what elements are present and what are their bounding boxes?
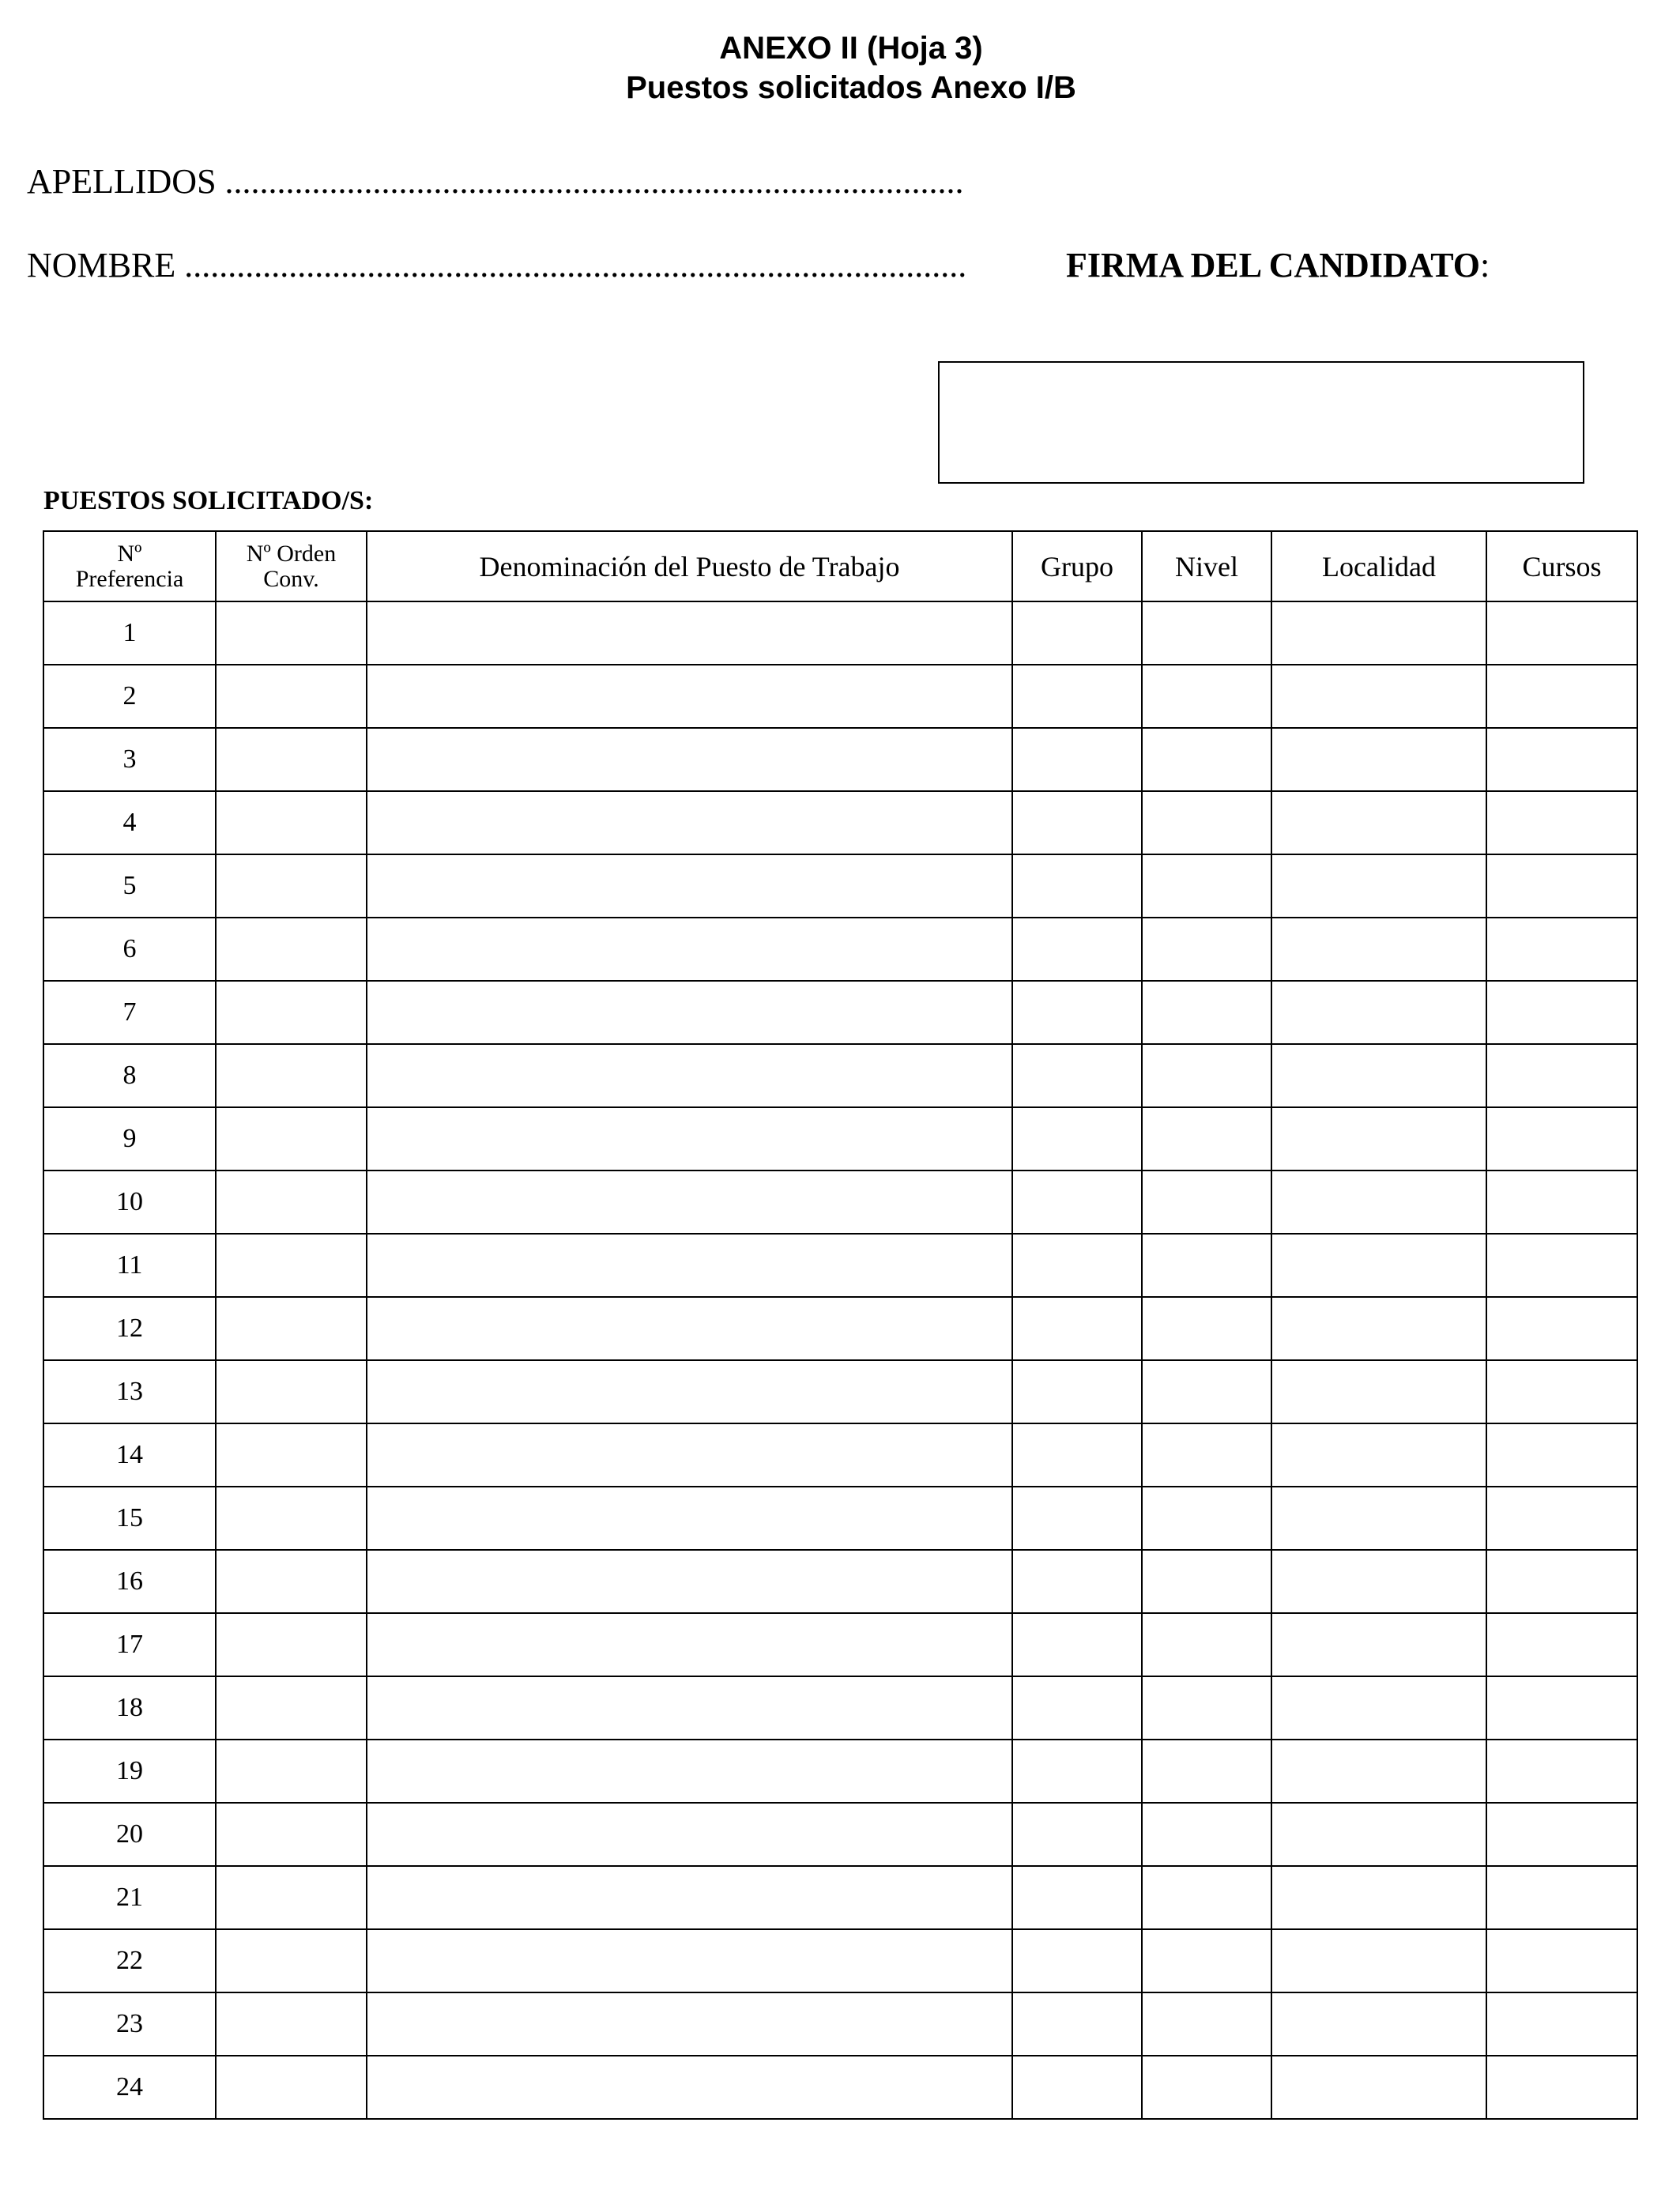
- cell-grupo[interactable]: [1012, 854, 1142, 918]
- cell-nivel[interactable]: [1142, 728, 1271, 791]
- cell-cursos[interactable]: [1486, 601, 1637, 665]
- cell-denominacion[interactable]: [367, 1866, 1012, 1929]
- cell-preferencia-number: 16: [43, 1550, 216, 1613]
- cell-localidad[interactable]: [1271, 791, 1486, 854]
- cell-orden[interactable]: [216, 918, 367, 981]
- table-row: [43, 1866, 1637, 1929]
- cell-cursos[interactable]: [1486, 728, 1637, 791]
- cell-cursos[interactable]: [1486, 1866, 1637, 1929]
- cell-cursos[interactable]: [1486, 1550, 1637, 1613]
- table-row: [43, 791, 1637, 854]
- table-row: [43, 728, 1637, 791]
- table-row: [43, 1929, 1637, 1992]
- cell-preferencia-number: 24: [43, 2056, 216, 2119]
- cell-nivel[interactable]: [1142, 1297, 1271, 1360]
- cell-orden[interactable]: [216, 1929, 367, 1992]
- cell-denominacion[interactable]: [367, 601, 1012, 665]
- cell-orden[interactable]: [216, 1740, 367, 1803]
- cell-localidad[interactable]: [1271, 601, 1486, 665]
- cell-preferencia-number: 17: [43, 1613, 216, 1676]
- cell-preferencia-number: 8: [43, 1044, 216, 1107]
- cell-grupo[interactable]: [1012, 1866, 1142, 1929]
- cell-denominacion[interactable]: [367, 1740, 1012, 1803]
- table-body: [43, 601, 1637, 2119]
- cell-grupo[interactable]: [1012, 1171, 1142, 1234]
- cell-denominacion[interactable]: [367, 1234, 1012, 1297]
- cell-orden[interactable]: [216, 791, 367, 854]
- cell-orden[interactable]: [216, 1171, 367, 1234]
- cell-preferencia-number: 6: [43, 918, 216, 981]
- cell-cursos[interactable]: [1486, 1107, 1637, 1171]
- cell-cursos[interactable]: [1486, 1676, 1637, 1740]
- cell-preferencia-number: 12: [43, 1297, 216, 1360]
- cell-cursos[interactable]: [1486, 918, 1637, 981]
- cell-nivel[interactable]: [1142, 1866, 1271, 1929]
- firma-label-text: FIRMA DEL CANDIDATO: [1066, 246, 1480, 285]
- cell-preferencia-number: 4: [43, 791, 216, 854]
- title-line-2: Puestos solicitados Anexo I/B: [626, 70, 1076, 105]
- cell-orden[interactable]: [216, 1487, 367, 1550]
- cell-grupo[interactable]: [1012, 1740, 1142, 1803]
- cell-nivel[interactable]: [1142, 918, 1271, 981]
- cell-denominacion[interactable]: [367, 791, 1012, 854]
- cell-grupo[interactable]: [1012, 1234, 1142, 1297]
- cell-grupo[interactable]: [1012, 728, 1142, 791]
- cell-orden[interactable]: [216, 1044, 367, 1107]
- cell-denominacion[interactable]: [367, 1171, 1012, 1234]
- cell-localidad[interactable]: [1271, 918, 1486, 981]
- cell-grupo[interactable]: [1012, 2056, 1142, 2119]
- header-preferencia-line1: Nº: [117, 540, 142, 567]
- cell-grupo[interactable]: [1012, 1044, 1142, 1107]
- cell-denominacion[interactable]: [367, 1044, 1012, 1107]
- cell-preferencia-number: 5: [43, 854, 216, 918]
- cell-denominacion[interactable]: [367, 1107, 1012, 1171]
- cell-nivel[interactable]: [1142, 854, 1271, 918]
- header-denominacion: Denominación del Puesto de Trabajo: [367, 531, 1012, 601]
- cell-orden[interactable]: [216, 1866, 367, 1929]
- cell-nivel[interactable]: [1142, 1992, 1271, 2056]
- cell-orden[interactable]: [216, 1423, 367, 1487]
- cell-grupo[interactable]: [1012, 791, 1142, 854]
- table-row: [43, 2056, 1637, 2119]
- cell-grupo[interactable]: [1012, 1360, 1142, 1423]
- table-row: [43, 1487, 1637, 1550]
- cell-localidad[interactable]: [1271, 1234, 1486, 1297]
- cell-nivel[interactable]: [1142, 1803, 1271, 1866]
- cell-preferencia-number: 19: [43, 1740, 216, 1803]
- cell-grupo[interactable]: [1012, 1423, 1142, 1487]
- table-row: [43, 1550, 1637, 1613]
- table-row: [43, 1107, 1637, 1171]
- cell-preferencia-number: 10: [43, 1171, 216, 1234]
- table-row: [43, 1044, 1637, 1107]
- cell-orden[interactable]: [216, 1107, 367, 1171]
- cell-denominacion[interactable]: [367, 1929, 1012, 1992]
- table-row: [43, 1234, 1637, 1297]
- cell-localidad[interactable]: [1271, 981, 1486, 1044]
- cell-nivel[interactable]: [1142, 791, 1271, 854]
- cell-nivel[interactable]: [1142, 1550, 1271, 1613]
- cell-denominacion[interactable]: [367, 1360, 1012, 1423]
- cell-localidad[interactable]: [1271, 1550, 1486, 1613]
- cell-orden[interactable]: [216, 1613, 367, 1676]
- cell-cursos[interactable]: [1486, 1234, 1637, 1297]
- cell-preferencia-number: 21: [43, 1866, 216, 1929]
- cell-orden[interactable]: [216, 1360, 367, 1423]
- cell-preferencia-number: 7: [43, 981, 216, 1044]
- cell-nivel[interactable]: [1142, 1107, 1271, 1171]
- cell-nivel[interactable]: [1142, 1360, 1271, 1423]
- cell-nivel[interactable]: [1142, 1423, 1271, 1487]
- cell-preferencia-number: 18: [43, 1676, 216, 1740]
- cell-cursos[interactable]: [1486, 1297, 1637, 1360]
- cell-localidad[interactable]: [1271, 854, 1486, 918]
- header-localidad: Localidad: [1271, 531, 1486, 601]
- cell-grupo[interactable]: [1012, 1613, 1142, 1676]
- table-row: [43, 1992, 1637, 2056]
- cell-localidad[interactable]: [1271, 1929, 1486, 1992]
- document-title: [0, 28, 1680, 107]
- firma-label-colon: :: [1479, 246, 1490, 285]
- cell-localidad[interactable]: [1271, 665, 1486, 728]
- cell-nivel[interactable]: [1142, 1613, 1271, 1676]
- cell-grupo[interactable]: [1012, 665, 1142, 728]
- table-row: [43, 1360, 1637, 1423]
- cell-preferencia-number: 15: [43, 1487, 216, 1550]
- cell-nivel[interactable]: [1142, 1487, 1271, 1550]
- cell-localidad[interactable]: [1271, 1297, 1486, 1360]
- cell-orden[interactable]: [216, 1297, 367, 1360]
- cell-cursos[interactable]: [1486, 1360, 1637, 1423]
- cell-localidad[interactable]: [1271, 2056, 1486, 2119]
- header-orden-line1: Nº Orden: [246, 540, 337, 567]
- cell-localidad[interactable]: [1271, 1676, 1486, 1740]
- cell-nivel[interactable]: [1142, 981, 1271, 1044]
- nombre-field[interactable]: NOMBRE ..........................................................................................: [27, 246, 967, 285]
- cell-orden[interactable]: [216, 1803, 367, 1866]
- cell-orden[interactable]: [216, 854, 367, 918]
- header-grupo: Grupo: [1012, 531, 1142, 601]
- apellidos-field[interactable]: APELLIDOS .....................................................................................: [27, 162, 964, 201]
- cell-cursos[interactable]: [1486, 1740, 1637, 1803]
- table-row: [43, 854, 1637, 918]
- cell-denominacion[interactable]: [367, 918, 1012, 981]
- header-nivel: Nivel: [1142, 531, 1271, 601]
- table-header-row: [43, 531, 1637, 601]
- cell-nivel[interactable]: [1142, 1044, 1271, 1107]
- table-row: [43, 981, 1637, 1044]
- cell-preferencia-number: 13: [43, 1360, 216, 1423]
- firma-label: [1066, 245, 1490, 286]
- cell-cursos[interactable]: [1486, 1044, 1637, 1107]
- cell-orden[interactable]: [216, 1992, 367, 2056]
- header-preferencia-line2: Preferencia: [75, 565, 184, 592]
- cell-localidad[interactable]: [1271, 1866, 1486, 1929]
- cell-denominacion[interactable]: [367, 2056, 1012, 2119]
- table-row: [43, 1740, 1637, 1803]
- header-preferencia: [43, 531, 216, 601]
- cell-cursos[interactable]: [1486, 854, 1637, 918]
- cell-cursos[interactable]: [1486, 981, 1637, 1044]
- table-row: [43, 1803, 1637, 1866]
- cell-grupo[interactable]: [1012, 918, 1142, 981]
- cell-grupo[interactable]: [1012, 981, 1142, 1044]
- cell-localidad[interactable]: [1271, 1171, 1486, 1234]
- header-orden-line2: Conv.: [263, 565, 319, 592]
- cell-localidad[interactable]: [1271, 1803, 1486, 1866]
- table-row: [43, 1613, 1637, 1676]
- table-row: [43, 1676, 1637, 1740]
- cell-orden[interactable]: [216, 2056, 367, 2119]
- table-row: [43, 665, 1637, 728]
- cell-preferencia-number: 3: [43, 728, 216, 791]
- cell-cursos[interactable]: [1486, 1613, 1637, 1676]
- cell-grupo[interactable]: [1012, 1297, 1142, 1360]
- cell-cursos[interactable]: [1486, 1171, 1637, 1234]
- cell-orden[interactable]: [216, 601, 367, 665]
- cell-cursos[interactable]: [1486, 1423, 1637, 1487]
- cell-orden[interactable]: [216, 1234, 367, 1297]
- cell-nivel[interactable]: [1142, 1676, 1271, 1740]
- cell-grupo[interactable]: [1012, 1107, 1142, 1171]
- cell-denominacion[interactable]: [367, 1297, 1012, 1360]
- cell-preferencia-number: 2: [43, 665, 216, 728]
- cell-denominacion[interactable]: [367, 665, 1012, 728]
- cell-denominacion[interactable]: [367, 854, 1012, 918]
- cell-grupo[interactable]: [1012, 1929, 1142, 1992]
- cell-preferencia-number: 9: [43, 1107, 216, 1171]
- cell-preferencia-number: 23: [43, 1992, 216, 2056]
- cell-localidad[interactable]: [1271, 1360, 1486, 1423]
- cell-orden[interactable]: [216, 728, 367, 791]
- cell-localidad[interactable]: [1271, 728, 1486, 791]
- cell-orden[interactable]: [216, 981, 367, 1044]
- cell-orden[interactable]: [216, 665, 367, 728]
- cell-nivel[interactable]: [1142, 2056, 1271, 2119]
- cell-localidad[interactable]: [1271, 1423, 1486, 1487]
- cell-cursos[interactable]: [1486, 1803, 1637, 1866]
- cell-cursos[interactable]: [1486, 791, 1637, 854]
- cell-preferencia-number: 20: [43, 1803, 216, 1866]
- cell-grupo[interactable]: [1012, 1676, 1142, 1740]
- cell-nivel[interactable]: [1142, 1171, 1271, 1234]
- cell-nivel[interactable]: [1142, 601, 1271, 665]
- section-title: PUESTOS SOLICITADO/S:: [43, 486, 374, 515]
- puestos-table: [43, 530, 1638, 2120]
- cell-grupo[interactable]: [1012, 1803, 1142, 1866]
- cell-denominacion[interactable]: [367, 1803, 1012, 1866]
- cell-grupo[interactable]: [1012, 1992, 1142, 2056]
- cell-preferencia-number: 14: [43, 1423, 216, 1487]
- cell-denominacion[interactable]: [367, 1992, 1012, 2056]
- cell-denominacion[interactable]: [367, 1487, 1012, 1550]
- cell-localidad[interactable]: [1271, 1740, 1486, 1803]
- cell-denominacion[interactable]: [367, 1676, 1012, 1740]
- table-row: [43, 918, 1637, 981]
- header-orden: [216, 531, 367, 601]
- header-cursos: Cursos: [1486, 531, 1637, 601]
- cell-localidad[interactable]: [1271, 1992, 1486, 2056]
- cell-localidad[interactable]: [1271, 1044, 1486, 1107]
- title-line-1: ANEXO II (Hoja 3): [719, 31, 983, 66]
- cell-orden[interactable]: [216, 1676, 367, 1740]
- cell-localidad[interactable]: [1271, 1107, 1486, 1171]
- cell-localidad[interactable]: [1271, 1613, 1486, 1676]
- cell-denominacion[interactable]: [367, 1423, 1012, 1487]
- signature-box[interactable]: [938, 361, 1584, 484]
- cell-nivel[interactable]: [1142, 1740, 1271, 1803]
- cell-preferencia-number: 22: [43, 1929, 216, 1992]
- cell-cursos[interactable]: [1486, 2056, 1637, 2119]
- cell-preferencia-number: 1: [43, 601, 216, 665]
- table-row: [43, 1171, 1637, 1234]
- cell-grupo[interactable]: [1012, 1550, 1142, 1613]
- table-row: [43, 1423, 1637, 1487]
- cell-cursos[interactable]: [1486, 1992, 1637, 2056]
- cell-denominacion[interactable]: [367, 981, 1012, 1044]
- cell-grupo[interactable]: [1012, 1487, 1142, 1550]
- cell-denominacion[interactable]: [367, 1550, 1012, 1613]
- cell-nivel[interactable]: [1142, 1234, 1271, 1297]
- table-row: [43, 601, 1637, 665]
- cell-grupo[interactable]: [1012, 601, 1142, 665]
- cell-cursos[interactable]: [1486, 1487, 1637, 1550]
- cell-localidad[interactable]: [1271, 1487, 1486, 1550]
- cell-nivel[interactable]: [1142, 1929, 1271, 1992]
- cell-cursos[interactable]: [1486, 1929, 1637, 1992]
- cell-nivel[interactable]: [1142, 665, 1271, 728]
- cell-orden[interactable]: [216, 1550, 367, 1613]
- cell-denominacion[interactable]: [367, 1613, 1012, 1676]
- cell-cursos[interactable]: [1486, 665, 1637, 728]
- table-row: [43, 1297, 1637, 1360]
- cell-denominacion[interactable]: [367, 728, 1012, 791]
- cell-preferencia-number: 11: [43, 1234, 216, 1297]
